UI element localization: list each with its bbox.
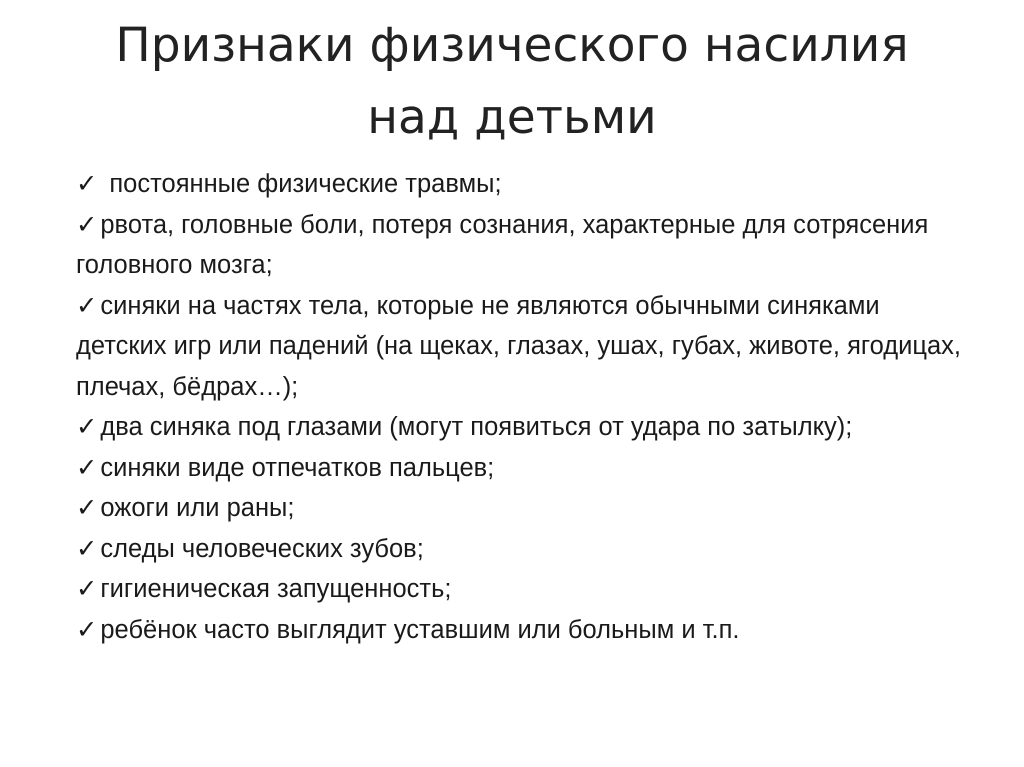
list-item-text: гигиеническая запущенность;: [100, 575, 452, 603]
list-item-text: синяки виде отпечатков пальцев;: [100, 453, 495, 482]
slide-title-line-1: Признаки физического насилия: [115, 18, 909, 73]
list-item-text: ребёнок часто выглядит уставшим или больным и т.п.: [100, 615, 740, 644]
list-item: [76, 488, 976, 529]
list-item-text: синяки на частях тела, которые не являются обычными синяками детских игр или падений (на щеках, глазах, ушах, губах, животе, ягодицах, плечах, бёдрах…);: [76, 291, 962, 401]
list-item-text: постоянные физические травмы;: [109, 170, 502, 198]
list-item-text: следы человеческих зубов;: [100, 534, 424, 563]
list-item: [76, 448, 976, 489]
check-icon: ✓: [76, 615, 98, 644]
list-item-text: ожоги или раны;: [100, 494, 295, 522]
slide-title-line-2: над детьми: [367, 90, 657, 145]
list-item-text: рвота, головные боли, потеря сознания, характерные для сотрясения головного мозга;: [76, 210, 929, 279]
list-item: [76, 407, 976, 448]
check-icon: ✓: [76, 210, 98, 239]
check-icon: ✓: [76, 170, 98, 198]
check-icon: ✓: [76, 453, 98, 482]
list-item: [76, 286, 976, 408]
check-icon: ✓: [76, 534, 98, 563]
list-item: [76, 529, 976, 570]
check-icon: ✓: [76, 575, 98, 603]
check-icon: ✓: [76, 413, 98, 441]
check-icon: ✓: [76, 291, 98, 320]
list-item-text: два синяка под глазами (могут появиться от удара по затылку);: [100, 413, 853, 441]
list-item: [76, 610, 976, 651]
list-item: [76, 164, 976, 205]
sign-list: [76, 164, 976, 650]
list-item: [76, 569, 976, 610]
check-icon: ✓: [76, 494, 98, 522]
list-item: [76, 205, 976, 286]
slide-title: [60, 10, 964, 154]
